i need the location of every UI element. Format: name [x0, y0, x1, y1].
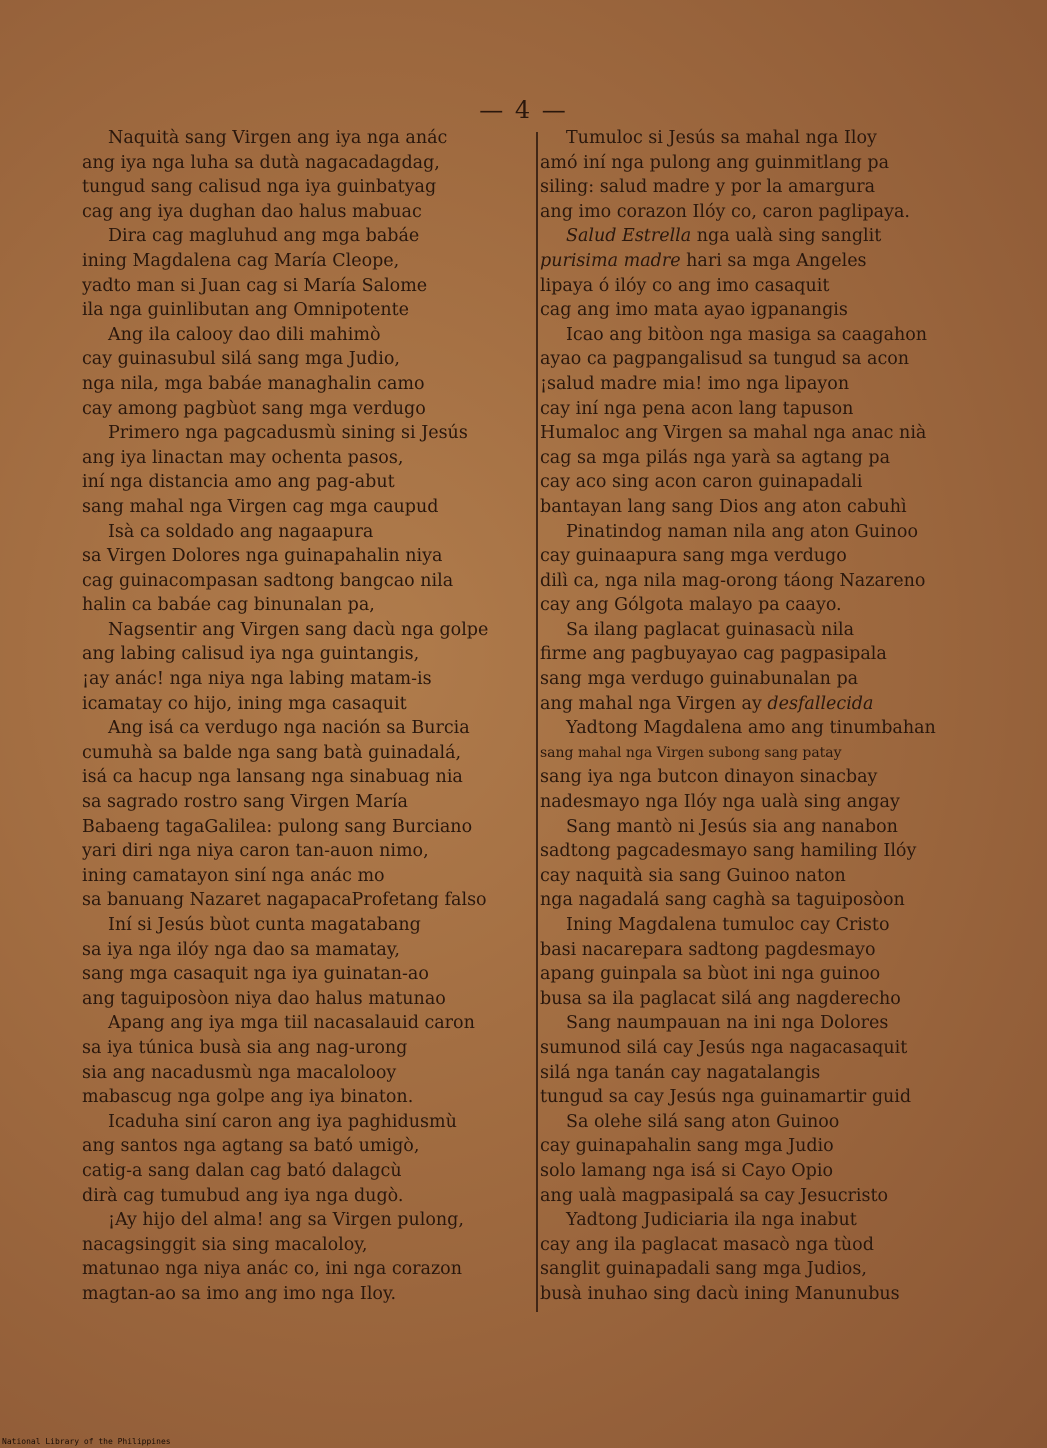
- text-line: solo lamang nga isá si Cayo Opio: [540, 1160, 833, 1181]
- text-line: silá nga tanán cay nagatalangis: [540, 1062, 821, 1083]
- text-line: catig-a sang dalan cag bató dalagcù: [82, 1160, 402, 1181]
- text-line: cay aco sing acon caron guinapadali: [540, 472, 863, 493]
- text-line: Nagsentir ang Virgen sang dacù nga golpe: [108, 619, 489, 640]
- text-line: Sa ilang paglacat guinasacù nila: [566, 619, 855, 640]
- text-line: cay naquità sia sang Guinoo naton: [540, 865, 846, 886]
- text-line: sa iya túnica busà sia ang nag-urong: [82, 1037, 408, 1058]
- text-line: ayao ca pagpangalisud sa tungud sa acon: [540, 349, 910, 370]
- text-line: ang mahal nga Virgen ay desfallecida: [540, 693, 874, 714]
- text-line: sang mga casaquit nga iya guinatan-ao: [82, 964, 429, 985]
- column-divider: [536, 132, 538, 1312]
- text-line: dirà cag tumubud ang iya nga dugò.: [82, 1185, 404, 1206]
- text-line: sia ang nacadusmù nga macalolooy: [82, 1062, 397, 1083]
- text-line: ang imo corazon Ilóy co, caron paglipaya.: [540, 201, 910, 222]
- text-line: sumunod silá cay Jesús nga nagacasaquit: [540, 1037, 908, 1058]
- text-line: siling: salud madre y por la amargura: [540, 177, 876, 198]
- text-line: sang iya nga butcon dinayon sinacbay: [540, 767, 878, 788]
- text-line: ang iya linactan may ochenta pasos,: [82, 447, 404, 468]
- text-line: matunao nga niya anác co, ini nga corazon: [82, 1259, 462, 1280]
- text-line: cumuhà sa balde nga sang batà guinadalá,: [82, 742, 462, 763]
- text-line: cag ang imo mata ayao igpanangis: [540, 300, 848, 321]
- text-line: Babaeng tagaGalilea: pulong sang Burciano: [82, 816, 473, 837]
- text-line: Humaloc ang Virgen sa mahal nga anac nià: [540, 423, 927, 444]
- text-line: icamatay co hijo, ining mga casaquit: [82, 693, 407, 714]
- text-line: sa Virgen Dolores nga guinapahalin niya: [82, 546, 443, 567]
- text-line: Sang mantò ni Jesús sia ang nanabon: [566, 816, 898, 837]
- text-line: nga nila, mga babáe managhalin camo: [82, 373, 425, 394]
- text-line: sanglit guinapadali sang mga Judios,: [540, 1259, 867, 1280]
- text-line: apang guinpala sa bùot ini nga guinoo: [540, 964, 881, 985]
- text-line: ¡salud madre mia! imo nga lipayon: [540, 373, 850, 394]
- text-line: amó iní nga pulong ang guinmitlang pa: [540, 152, 890, 173]
- text-line: Naquità sang Virgen ang iya nga anác: [108, 128, 448, 148]
- text-line: Yadtong Magdalena amo ang tinumbahan: [566, 718, 936, 739]
- text-line: nadesmayo nga Ilóy nga ualà sing angay: [540, 792, 900, 813]
- text-line: Primero nga pagcadusmù sining si Jesús: [108, 423, 468, 444]
- text-line: nacagsinggit sia sing macaloloy,: [82, 1234, 368, 1255]
- text-line: ining Magdalena cag María Cleope,: [82, 250, 400, 271]
- text-line: cag ang iya dughan dao halus mabuac: [82, 201, 422, 222]
- text-line: Sa olehe silá sang aton Guinoo: [566, 1111, 840, 1132]
- text-line: ining camatayon siní nga anác mo: [82, 865, 385, 886]
- page-number: — 4 —: [479, 96, 568, 124]
- text-line: tungud sa cay Jesús nga guinamartir guid: [540, 1087, 912, 1108]
- text-line: cag sa mga pilás nga yarà sa agtang pa: [540, 447, 891, 468]
- text-line: busa sa ila paglacat silá ang nagderecho: [540, 988, 901, 1009]
- text-line: basi nacarepara sadtong pagdesmayo: [540, 939, 876, 960]
- text-line: cag guinacompasan sadtong bangcao nila: [82, 570, 454, 591]
- text-line: yadto man si Juan cag si María Salome: [82, 275, 428, 296]
- text-line: sadtong pagcadesmayo sang hamiling Ilóy: [540, 841, 917, 862]
- library-credit: National Library of the Philippines: [2, 1437, 171, 1446]
- text-line: ang santos nga agtang sa bató umigò,: [82, 1136, 420, 1157]
- text-line: ang iya nga luha sa dutà nagacadagdag,: [82, 152, 440, 173]
- text-line: Icao ang bitòon nga masiga sa caagahon: [566, 324, 928, 345]
- text-line: sang mahal nga Virgen subong sang patay: [540, 744, 842, 761]
- text-line: tungud sang calisud nga iya guinbatyag: [82, 177, 437, 198]
- text-line: Isà ca soldado ang nagaapura: [108, 521, 374, 542]
- text-line: cay guinasubul silá sang mga Judio,: [82, 349, 400, 370]
- text-line: ang taguiposòon niya dao halus matunao: [82, 988, 446, 1009]
- text-line: ¡ay anác! nga niya nga labing matam-is: [82, 669, 432, 690]
- text-line: ang ualà magpasipalá sa cay Jesucristo: [540, 1185, 889, 1206]
- text-line: Tumuloc si Jesús sa mahal nga Iloy: [566, 128, 877, 148]
- text-line: cay guinapahalin sang mga Judio: [540, 1136, 834, 1157]
- text-line: Iní si Jesús bùot cunta magatabang: [108, 915, 421, 935]
- text-line: mabascug nga golpe ang iya binaton.: [82, 1087, 414, 1108]
- text-line: Pinatindog naman nila ang aton Guinoo: [566, 521, 918, 542]
- text-line: Sang naumpauan na ini nga Dolores: [566, 1013, 889, 1034]
- text-line: magtan-ao sa imo ang imo nga Iloy.: [82, 1283, 397, 1304]
- text-line: ang labing calisud iya nga guintangis,: [82, 644, 420, 665]
- text-line: halin ca babáe cag binunalan pa,: [82, 595, 375, 616]
- text-line: bantayan lang sang Dios ang aton cabuhì: [540, 496, 907, 517]
- text-line: sa sagrado rostro sang Virgen María: [82, 792, 408, 813]
- text-line: Ang ila calooy dao dili mahimò: [108, 324, 381, 345]
- text-line: isá ca hacup nga lansang nga sinabuag nia: [82, 767, 463, 788]
- text-line: cay iní nga pena acon lang tapuson: [540, 398, 854, 419]
- text-line: cay ang ila paglacat masacò nga tùod: [540, 1234, 874, 1255]
- text-line: sang mahal nga Virgen cag mga caupud: [82, 496, 439, 517]
- text-line: sang mga verdugo guinabunalan pa: [540, 669, 859, 690]
- text-line: sa banuang Nazaret nagapacaProfetang falso: [82, 890, 487, 911]
- text-line: sa iya nga ilóy nga dao sa mamatay,: [82, 939, 400, 960]
- text-line: nga nagadalá sang caghà sa taguiposòon: [540, 890, 905, 911]
- text-line: Yadtong Judiciaria ila nga inabut: [566, 1210, 857, 1231]
- left-column: [82, 126, 530, 1307]
- right-column: [540, 126, 992, 1307]
- text-line: ¡Ay hijo del alma! ang sa Virgen pulong,: [108, 1210, 464, 1231]
- text-line: yari diri nga niya caron tan-auon nimo,: [82, 841, 429, 862]
- text-line: Dira cag magluhud ang mga babáe: [108, 226, 420, 247]
- text-line: Ang isá ca verdugo nga nación sa Burcia: [108, 718, 470, 739]
- text-line: Icaduha siní caron ang iya paghidusmù: [108, 1111, 457, 1132]
- text-line: cay ang Gólgota malayo pa caayo.: [540, 595, 842, 616]
- text-line: cay guinaapura sang mga verdugo: [540, 546, 847, 567]
- text-line: dilì ca, nga nila mag-orong táong Nazareno: [540, 570, 926, 591]
- text-line: cay among pagbùot sang mga verdugo: [82, 398, 426, 419]
- text-line: ila nga guinlibutan ang Omnipotente: [82, 300, 410, 321]
- text-line: lipaya ó ilóy co ang imo casaquit: [540, 275, 830, 296]
- text-line: Apang ang iya mga tiil nacasalauid caron: [108, 1013, 475, 1034]
- text-line: Ining Magdalena tumuloc cay Cristo: [566, 915, 890, 935]
- text-line: firme ang pagbuyayao cag pagpasipala: [540, 644, 887, 665]
- text-line: Salud Estrella nga ualà sing sanglit: [566, 226, 882, 247]
- text-line: busà inuhao sing dacù ining Manunubus: [540, 1283, 900, 1304]
- text-line: iní nga distancia amo ang pag-abut: [82, 472, 395, 493]
- text-line: purisima madre hari sa mga Angeles: [540, 250, 867, 271]
